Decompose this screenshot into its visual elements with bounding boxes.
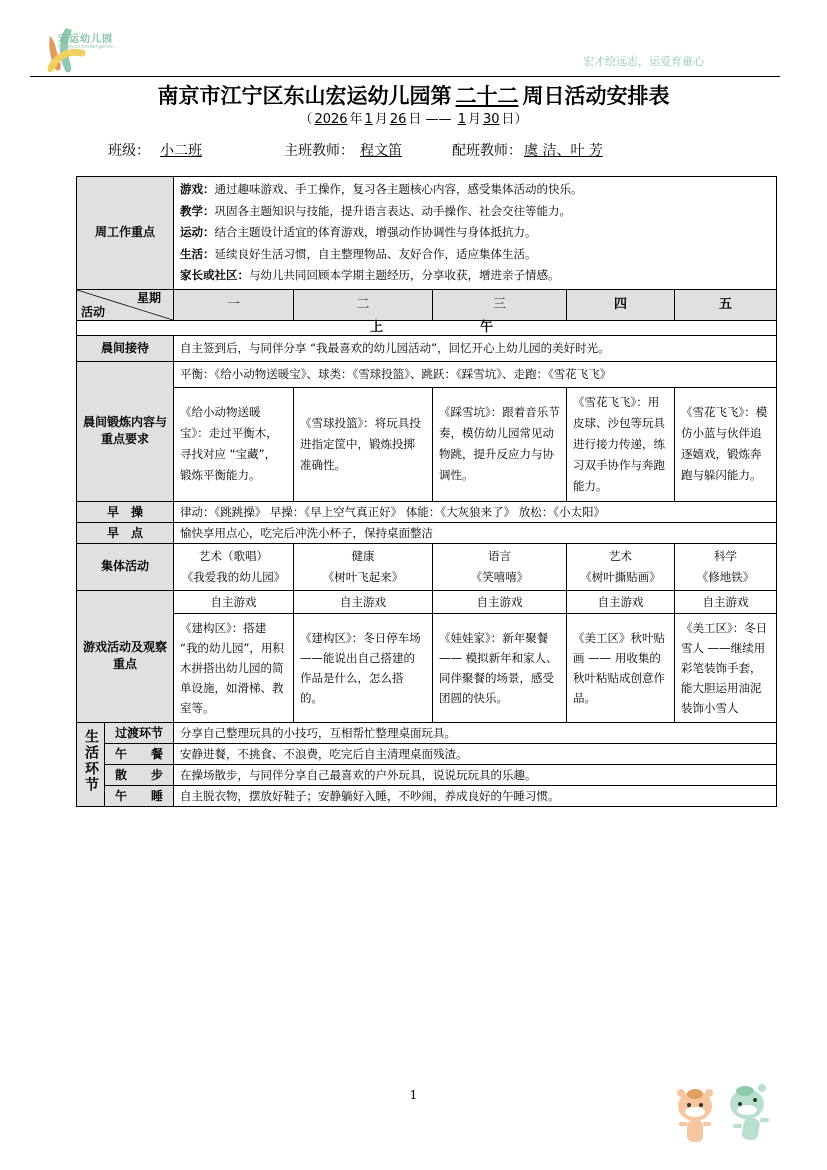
morning-exercise-label: 晨间锻炼内容与重点要求 xyxy=(77,361,174,501)
focus-text: 通过趣味游戏、手工操作，复习各主题核心内容，感受集体活动的快乐。 xyxy=(214,182,583,196)
end-day: 30 xyxy=(482,112,500,127)
life-content-lunch: 安静进餐，不挑食、不浪费，吃完后自主清理桌面残渣。 xyxy=(174,743,777,764)
page-number: 1 xyxy=(409,1088,418,1102)
reception-content: 自主签到后，与同伴分享 “我最喜欢的幼儿园活动”，回忆开心上幼儿园的美好时光。 xyxy=(174,335,777,361)
life-content-nap: 自主脱衣物，摆放好鞋子；安静躺好入睡，不吵闹，养成良好的午睡习惯。 xyxy=(174,785,777,806)
exercise-row xyxy=(77,501,777,522)
morning-exercise-tue: 《雪球投篮》：将玩具投进指定筐中，锻炼投掷准确性。 xyxy=(294,387,433,501)
activity-title: 《笑嘻嘻》 xyxy=(470,569,529,584)
assist-teacher-value: 虞 洁、叶 芳 xyxy=(524,143,603,159)
class-value: 小二班 xyxy=(160,143,202,159)
group-activity-row xyxy=(77,543,777,590)
focus-key: 教学： xyxy=(180,203,215,218)
day-header-fri: 五 xyxy=(675,289,777,320)
activity-subject: 科学 xyxy=(714,548,738,563)
activity-subject: 健康 xyxy=(351,548,375,563)
play-content-row xyxy=(77,613,777,722)
play-content-fri: 《美工区》：冬日雪人 ——继续用彩笔装饰手套，能大胆运用油泥装饰小雪人 xyxy=(675,613,777,722)
focus-item-sports xyxy=(180,222,770,244)
activity-subject: 语言 xyxy=(488,548,512,563)
start-day: 26 xyxy=(389,112,407,127)
page-title xyxy=(0,80,827,110)
slogan: 宏才绘远志，运爱育童心 xyxy=(583,55,704,68)
focus-item-life xyxy=(180,244,770,266)
play-content-thu: 《美工区》秋叶贴画 —— 用收集的秋叶粘贴成创意作品。 xyxy=(567,613,675,722)
snack-content: 愉快享用点心，吃完后冲洗小杯子，保持桌面整洁 xyxy=(174,522,777,543)
play-header-fri: 自主游戏 xyxy=(675,590,777,613)
corner-weekday-label: 星期 xyxy=(137,290,162,305)
life-row-nap xyxy=(77,785,777,806)
morning-exercise-days-row xyxy=(77,387,777,501)
start-month: 1 xyxy=(364,112,373,127)
week-number: 二十二 xyxy=(455,83,519,108)
day-header-row xyxy=(77,289,777,320)
life-row-transition xyxy=(77,722,777,743)
play-content-wed: 《娃娃家》：新年聚餐 —— 模拟新年和家人、同伴聚餐的场景，感受团圆的快乐。 xyxy=(433,613,567,722)
corner-header xyxy=(77,289,174,320)
focus-item-teaching xyxy=(180,201,770,223)
focus-text: 巩固各主题知识与技能，提升语言表达、动手操作、社会交往等能力。 xyxy=(214,203,572,218)
title-suffix: 周日活动安排表 xyxy=(522,83,670,108)
month-label: 月 xyxy=(374,112,388,127)
end-month: 1 xyxy=(457,112,466,127)
morning-section-label xyxy=(77,320,777,335)
focus-text: 结合主题设计适宜的体育游戏，增强动作协调性与身体抵抗力。 xyxy=(214,225,537,239)
reception-row xyxy=(77,335,777,361)
morning-exercise-thu: 《雪花飞飞》：用皮球、沙包等玩具进行接力传递，练习双手协作与奔跑能力。 xyxy=(567,387,675,501)
play-header-tue: 自主游戏 xyxy=(294,590,433,613)
year: 2026 xyxy=(314,112,348,127)
play-content-tue: 《建构区》：冬日停车场——能说出自己搭建的作品是什么，怎么搭的。 xyxy=(294,613,433,722)
activity-title: 《修地铁》 xyxy=(696,569,755,584)
assist-teacher-info xyxy=(452,140,605,160)
exercise-label: 早 操 xyxy=(77,501,174,522)
morning-label-left: 上 xyxy=(370,319,384,335)
schedule-table xyxy=(76,176,777,807)
activity-title: 《我爱我的幼儿园》 xyxy=(181,569,286,584)
activity-title: 《树叶撕贴画》 xyxy=(580,569,661,584)
date-range xyxy=(0,108,827,127)
life-row-walk xyxy=(77,764,777,785)
focus-text: 与幼儿共同回顾本学期主题经历，分享收获，增进亲子情感。 xyxy=(249,268,560,282)
day-header-wed: 三 xyxy=(433,289,567,320)
paren-open: （ xyxy=(299,112,313,127)
play-header-mon: 自主游戏 xyxy=(174,590,294,613)
morning-exercise-mon: 《给小动物送暖宝》：走过平衡木，寻找对应 “宝藏”，锻炼平衡能力。 xyxy=(174,387,294,501)
morning-row xyxy=(77,320,777,335)
weekly-focus-label: 周工作重点 xyxy=(77,177,174,290)
main-teacher-value: 程文笛 xyxy=(360,143,402,159)
activity-title: 《树叶飞起来》 xyxy=(322,569,404,584)
life-section-text: 生活环节 xyxy=(83,728,99,793)
activity-subject: 艺术（歌唱） xyxy=(199,548,269,563)
class-info xyxy=(108,140,212,160)
day-label: 日 xyxy=(501,112,515,127)
morning-exercise-summary-row xyxy=(77,361,777,387)
life-label-walk: 散 步 xyxy=(105,764,174,785)
focus-key: 家长或社区： xyxy=(180,268,250,282)
play-header-thu: 自主游戏 xyxy=(567,590,675,613)
logo-english-name: Hongyun kindergarten xyxy=(58,44,115,50)
life-row-lunch xyxy=(77,743,777,764)
morning-exercise-wed: 《踩雪坑》：跟着音乐节奏，模仿幼儿园常见动物跳，提升反应力与协调性。 xyxy=(433,387,567,501)
logo-name: 宏运幼儿园 xyxy=(58,34,113,45)
group-activity-thu xyxy=(567,543,675,590)
day-header-tue: 二 xyxy=(294,289,433,320)
exercise-content: 律动：《跳跳操》 早操：《早上空气真正好》 体能：《大灰狼来了》 放松：《小太阳》 xyxy=(174,501,777,522)
group-activity-fri xyxy=(675,543,777,590)
focus-item-parents xyxy=(180,265,770,287)
group-activity-tue xyxy=(294,543,433,590)
life-label-transition: 过渡环节 xyxy=(105,722,174,743)
weekly-focus-row xyxy=(77,177,777,290)
life-label-lunch: 午 餐 xyxy=(105,743,174,764)
main-teacher-info xyxy=(284,140,408,160)
life-content-walk: 在操场散步，与同伴分享自己最喜欢的户外玩具，说说玩玩具的乐趣。 xyxy=(174,764,777,785)
focus-text: 延续良好生活习惯，自主整理物品、友好合作，适应集体生活。 xyxy=(214,246,537,261)
weekly-focus-content xyxy=(174,177,777,290)
day-header-mon: 一 xyxy=(174,289,294,320)
play-label: 游戏活动及观察重点 xyxy=(77,590,174,722)
focus-key: 生活： xyxy=(180,246,215,261)
play-content-mon: 《建构区》：搭建 “我的幼儿园”，用积木拼搭出幼儿园的简单设施，如滑梯、教室等。 xyxy=(174,613,294,722)
focus-item-game xyxy=(180,179,770,201)
reception-label: 晨间接待 xyxy=(77,335,174,361)
focus-key: 运动： xyxy=(180,225,215,239)
group-activity-wed xyxy=(433,543,567,590)
day-label: 日 xyxy=(408,112,422,127)
month-label: 月 xyxy=(467,112,481,127)
morning-exercise-summary: 平衡：《给小动物送暖宝》、球类：《雪球投篮》、跳跃：《踩雪坑》、走跑：《雪花飞飞》 xyxy=(174,361,777,387)
group-activity-mon xyxy=(174,543,294,590)
range-separator: —— xyxy=(425,112,452,127)
morning-label-right: 午 xyxy=(480,319,494,335)
title-prefix: 南京市江宁区东山宏运幼儿园第 xyxy=(157,83,452,108)
life-content-transition: 分享自己整理玩具的小技巧，互相帮忙整理桌面玩具。 xyxy=(174,722,777,743)
snack-row xyxy=(77,522,777,543)
snack-label: 早 点 xyxy=(77,522,174,543)
activity-subject: 艺术 xyxy=(609,548,633,563)
paren-close: ） xyxy=(514,112,528,127)
play-header-row xyxy=(77,590,777,613)
morning-exercise-fri: 《雪花飞飞》：模仿小蓝与伙伴追逐嬉戏，锻炼奔跑与躲闪能力。 xyxy=(675,387,777,501)
year-label: 年 xyxy=(349,112,363,127)
day-header-thu: 四 xyxy=(567,289,675,320)
main-teacher-label: 主班教师： xyxy=(284,143,354,159)
life-section-label xyxy=(77,722,105,806)
assist-teacher-label: 配班教师： xyxy=(452,143,522,159)
mascot-characters-icon xyxy=(665,1078,785,1153)
play-header-wed: 自主游戏 xyxy=(433,590,567,613)
focus-key: 游戏： xyxy=(180,182,215,196)
class-label: 班级： xyxy=(108,143,150,159)
header-divider xyxy=(30,76,780,77)
life-label-nap: 午 睡 xyxy=(105,785,174,806)
group-activity-label: 集体活动 xyxy=(77,543,174,590)
corner-activity-label: 活动 xyxy=(81,304,106,319)
